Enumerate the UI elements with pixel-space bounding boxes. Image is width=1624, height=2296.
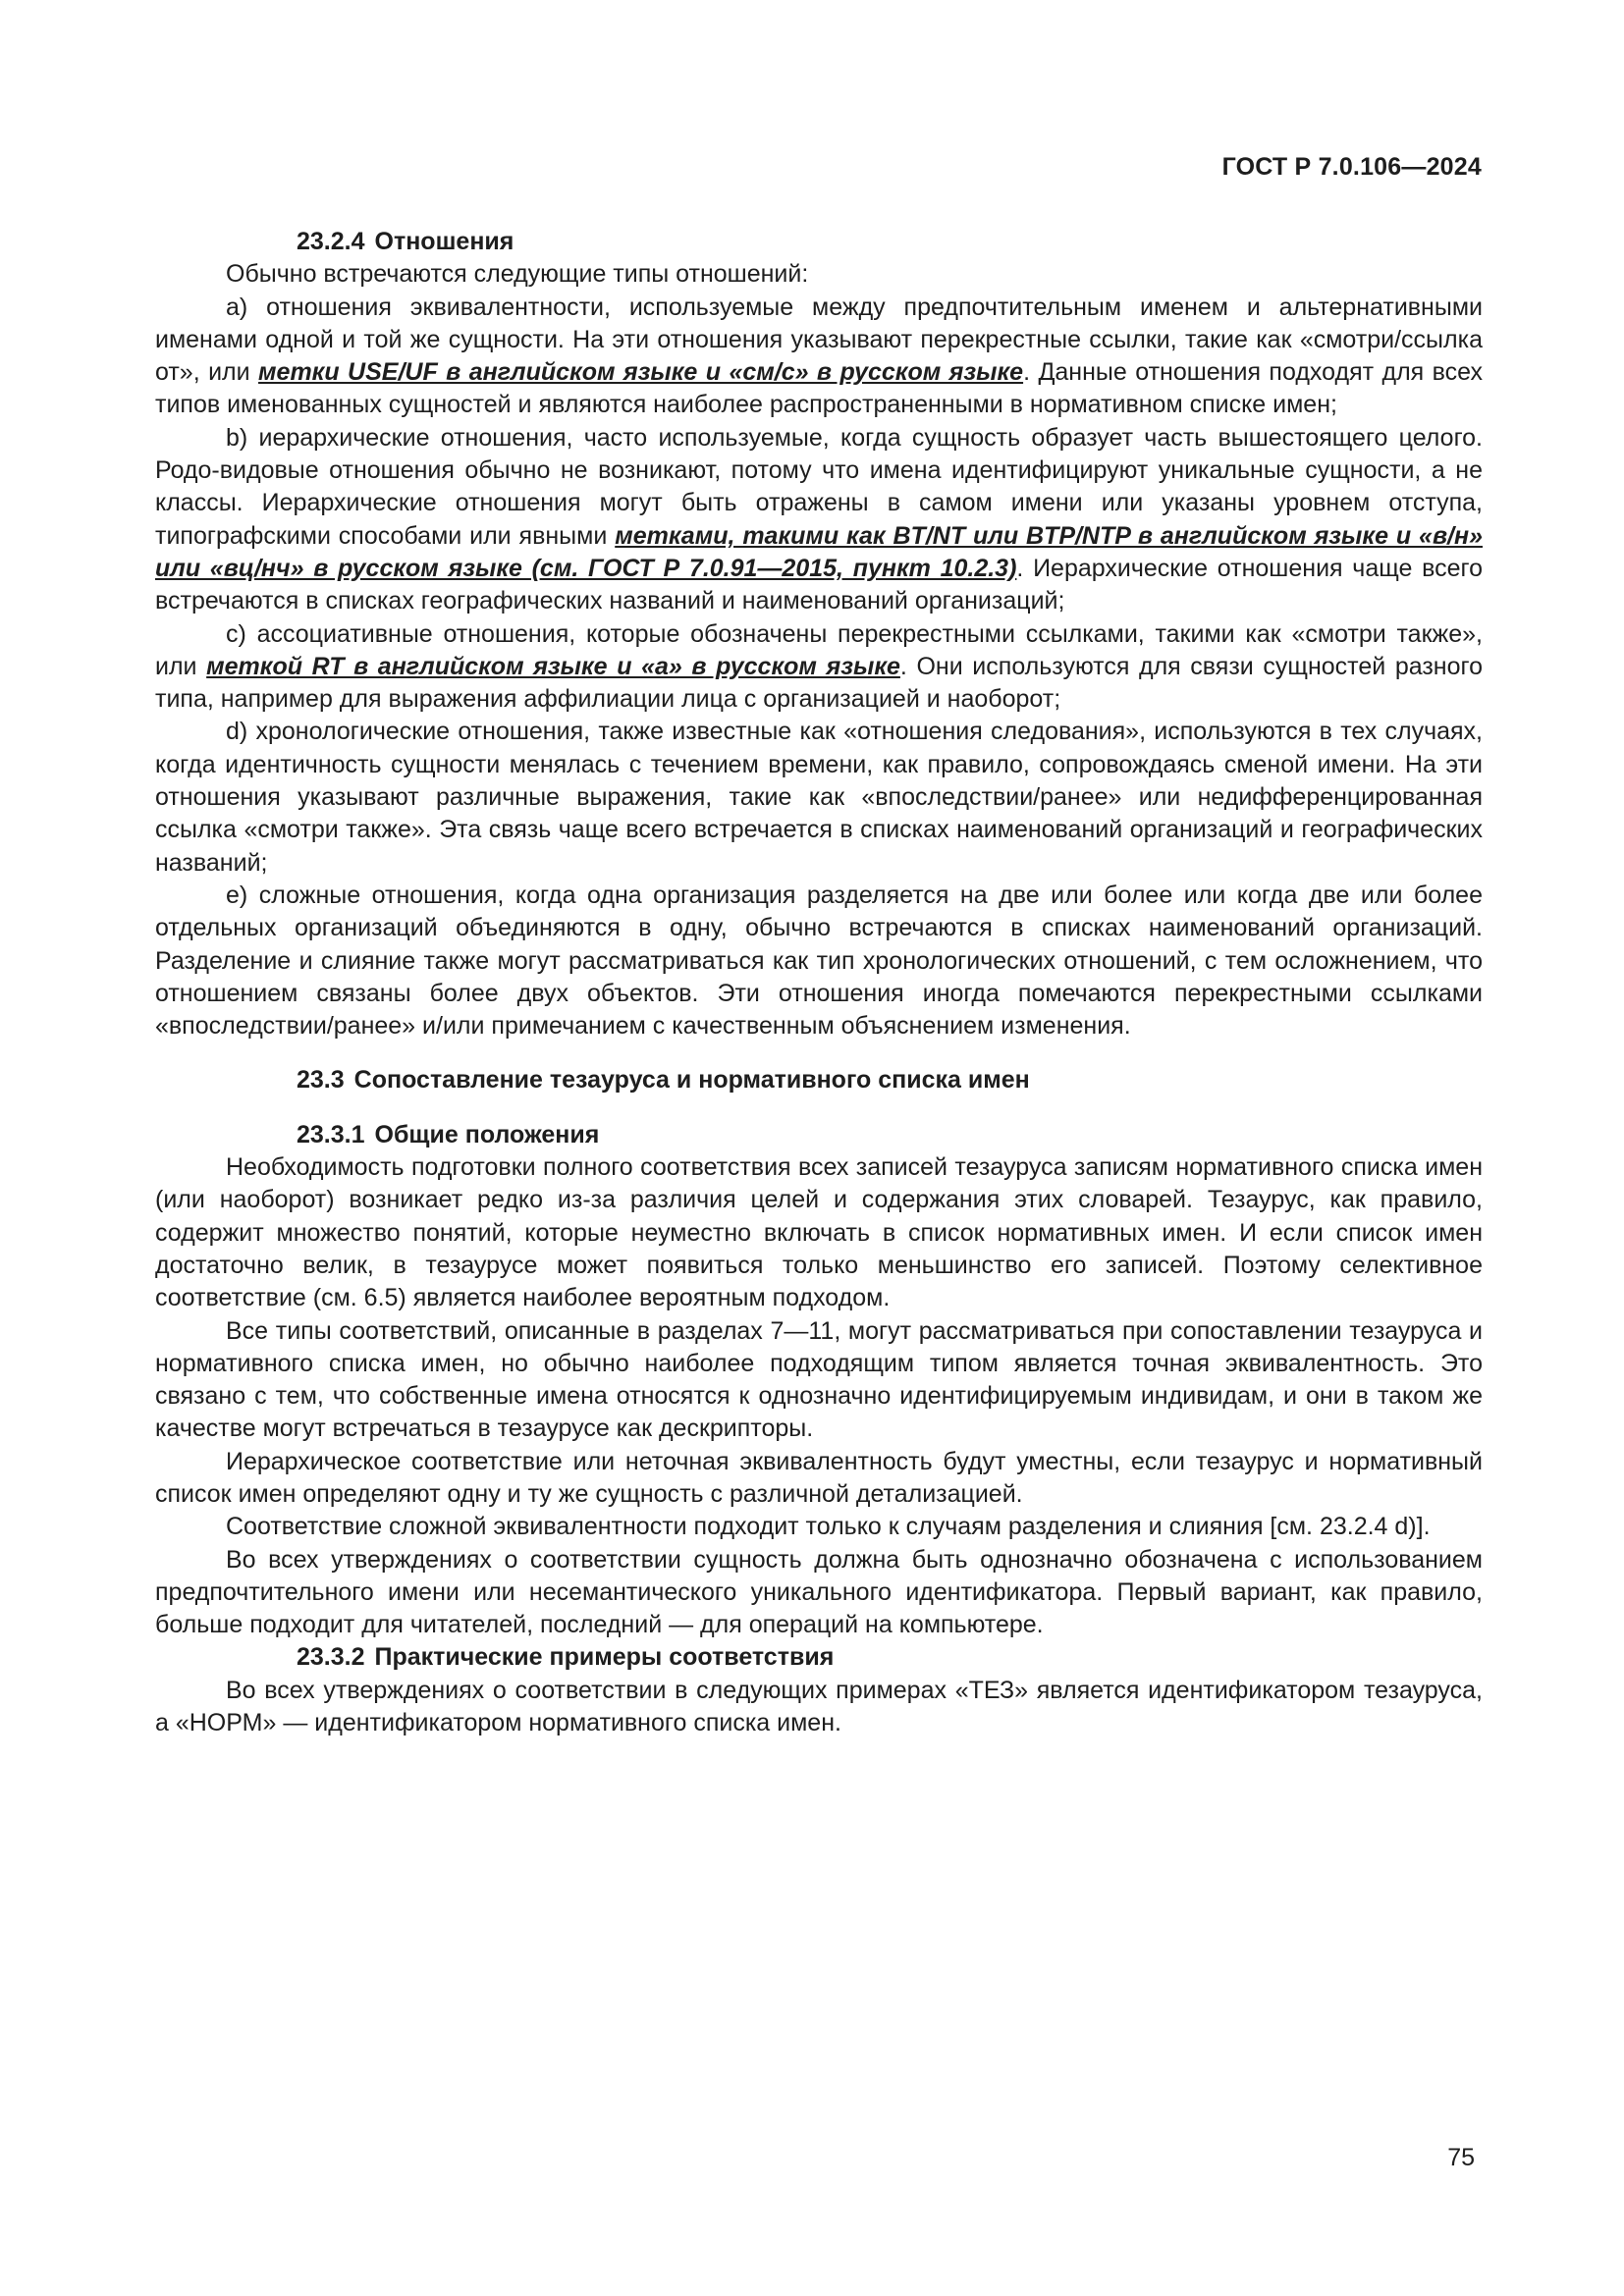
cross-reference-link: меткой RT в английском языке и «а» в русском языке <box>206 652 900 680</box>
section-number: 23.3.2 <box>297 1643 365 1672</box>
list-item-a <box>155 292 1483 422</box>
section-heading-23-3-1 <box>155 1119 1483 1151</box>
page-body <box>155 226 1483 1739</box>
paragraph: Во всех утверждениях о соответствии сущность должна быть однозначно обозначена с использованием предпочтительного имени или несемантического уникального идентификатора. Первый вариант, как правило, больше подходит для читателей, последний — для операций на компьютере. <box>155 1545 1483 1639</box>
section-heading-23-3 <box>155 1064 1483 1096</box>
section-title: Общие положения <box>374 1120 600 1148</box>
list-item-b-text: b) иерархические отношения, часто используемые, когда сущность образует часть вышестоящего целого. Родо-видовые отношения обычно не возникают, потому что имена идентифицируют уникальные сущности, а не классы. Иерархические отношения могут быть отражены в самом имени или указаны уровнем отступа, типографскими способами или явными <box>155 423 1483 550</box>
section-title: Отношения <box>374 228 514 255</box>
list-item-b-text-end: . Иерархические отношения чаще всего встречаются в списках географических названий и наименований организаций; <box>155 554 1483 615</box>
section-number: 23.3.1 <box>297 1120 365 1148</box>
list-item-a-text-end: . Данные отношения подходят для всех типов именованных сущностей и являются наиболее распространенными в нормативном списке имен; <box>155 358 1483 419</box>
document-code: ГОСТ Р 7.0.106—2024 <box>1221 153 1482 181</box>
paragraph-intro: Обычно встречаются следующие типы отношений: <box>226 260 809 289</box>
cross-reference-link: метками, такими как BT/NT или BTP/NTP в английском языке и «в/н» или «вц/нч» в русском языке (см. ГОСТ Р 7.0.91—2015, пункт 10.2.3) <box>155 521 1484 582</box>
section-heading-23-2-4 <box>155 226 1483 258</box>
paragraph: Необходимость подготовки полного соответствия всех записей тезауруса записям нормативного списка имен (или наоборот) возникает редко из-за различия целей и содержания этих словарей. Тезаурус, как правило, содержит множество понятий, которые неуместно включать в список нормативных имен. И если список имен достаточно велик, в тезаурусе может появиться только меньшинство его записей. Поэтому селективное соответствие (см. 6.5) является наиболее вероятным подходом. <box>155 1153 1483 1312</box>
list-item-d: d) хронологические отношения, также известные как «отношения следования», используются в тех случаях, когда идентичность сущности менялась с течением времени, как правило, сопровождаясь сменой имени. На эти отношения указывают различные выражения, такие как «впоследствии/ранее» или недифференцированная ссылка «смотри также». Эта связь чаще всего встречается в списках наименований организаций и географических названий; <box>155 718 1483 877</box>
page-number: 75 <box>1447 2144 1475 2171</box>
list-item-c-text-end: . Они используются для связи сущностей разного типа, например для выражения аффилиации лица с организацией и наоборот; <box>155 652 1483 714</box>
section-heading-23-3-2 <box>155 1641 1483 1674</box>
cross-reference-link: метки USE/UF в английском языке и «см/с» в русском языке <box>258 358 1024 387</box>
list-item-a-text: а) отношения эквивалентности, используемые между предпочтительным именем и альтернативными именами одной и той же сущности. На эти отношения указывают перекрестные ссылки, такие как «смотри/ссылка от», или <box>155 293 1483 387</box>
list-item-c-text: с) ассоциативные отношения, которые обозначены перекрестными ссылками, такими как «смотри также», или <box>155 619 1483 680</box>
paragraph: Все типы соответствий, описанные в разделах 7—11, могут рассматриваться при сопоставлении тезауруса и нормативного списка имен, но обычно наиболее подходящим типом является точная эквивалентность. Это связано с тем, что собственные имена относятся к однозначно идентифицируемым индивидам, и они в таком же качестве могут встречаться в тезаурусе как дескрипторы. <box>155 1316 1483 1443</box>
section-number: 23.2.4 <box>297 228 365 255</box>
section-number: 23.3 <box>297 1066 345 1095</box>
paragraph: Иерархическое соответствие или неточная эквивалентность будут уместны, если тезаурус и нормативный список имен определяют одну и ту же сущность с различной детализацией. <box>155 1447 1483 1508</box>
section-title: Сопоставление тезауруса и нормативного списка имен <box>353 1066 1030 1095</box>
section-title: Практические примеры соответствия <box>374 1643 835 1672</box>
paragraph: Соответствие сложной эквивалентности подходит только к случаям разделения и слияния [см. 23.2.4 d)]. <box>226 1513 1431 1541</box>
list-item-c <box>155 618 1483 717</box>
paragraph: Во всех утверждениях о соответствии в следующих примерах «ТЕЗ» является идентификатором тезауруса, а «НОРМ» — идентификатором нормативного списка имен. <box>155 1676 1483 1737</box>
list-item-e: е) сложные отношения, когда одна организация разделяется на две или более или когда две или более отдельных организаций объединяются в одну, обычно встречаются в списках наименований организаций. Разделение и слияние также могут рассматриваться как тип хронологических отношений, с тем осложнением, что отношением связаны более двух объектов. Эти отношения иногда помечаются перекрестными ссылками «впоследствии/ранее» и/или примечанием с качественным объяснением изменения. <box>155 881 1483 1041</box>
list-item-b <box>155 422 1483 618</box>
